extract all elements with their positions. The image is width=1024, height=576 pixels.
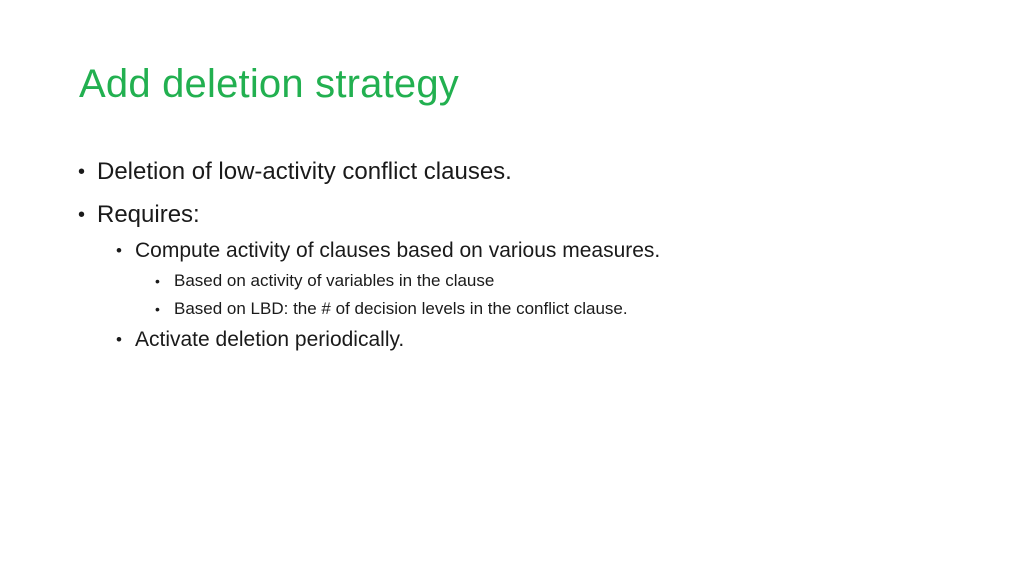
- bullet-icon: •: [155, 301, 160, 317]
- sub-bullet-item: [116, 326, 404, 353]
- bullet-icon: •: [78, 161, 86, 183]
- bullet-text: Based on activity of variables in the clause: [174, 271, 495, 290]
- sub-sub-bullet-item: [155, 270, 494, 292]
- bullet-icon: •: [116, 330, 122, 349]
- bullet-text: Requires:: [97, 201, 200, 228]
- bullet-icon: •: [155, 273, 160, 289]
- bullet-icon: •: [116, 241, 122, 260]
- sub-bullet-item: [116, 237, 660, 264]
- bullet-item: [78, 157, 512, 187]
- bullet-text: Compute activity of clauses based on various measures.: [135, 239, 661, 262]
- slide-title: Add deletion strategy: [79, 62, 460, 106]
- bullet-text: Deletion of low-activity conflict clauses.: [97, 158, 512, 185]
- bullet-item: [78, 200, 200, 230]
- bullet-text: Based on LBD: the # of decision levels in the conflict clause.: [174, 299, 628, 318]
- sub-sub-bullet-item: [155, 298, 628, 320]
- bullet-text: Activate deletion periodically.: [135, 328, 405, 351]
- bullet-icon: •: [78, 204, 86, 226]
